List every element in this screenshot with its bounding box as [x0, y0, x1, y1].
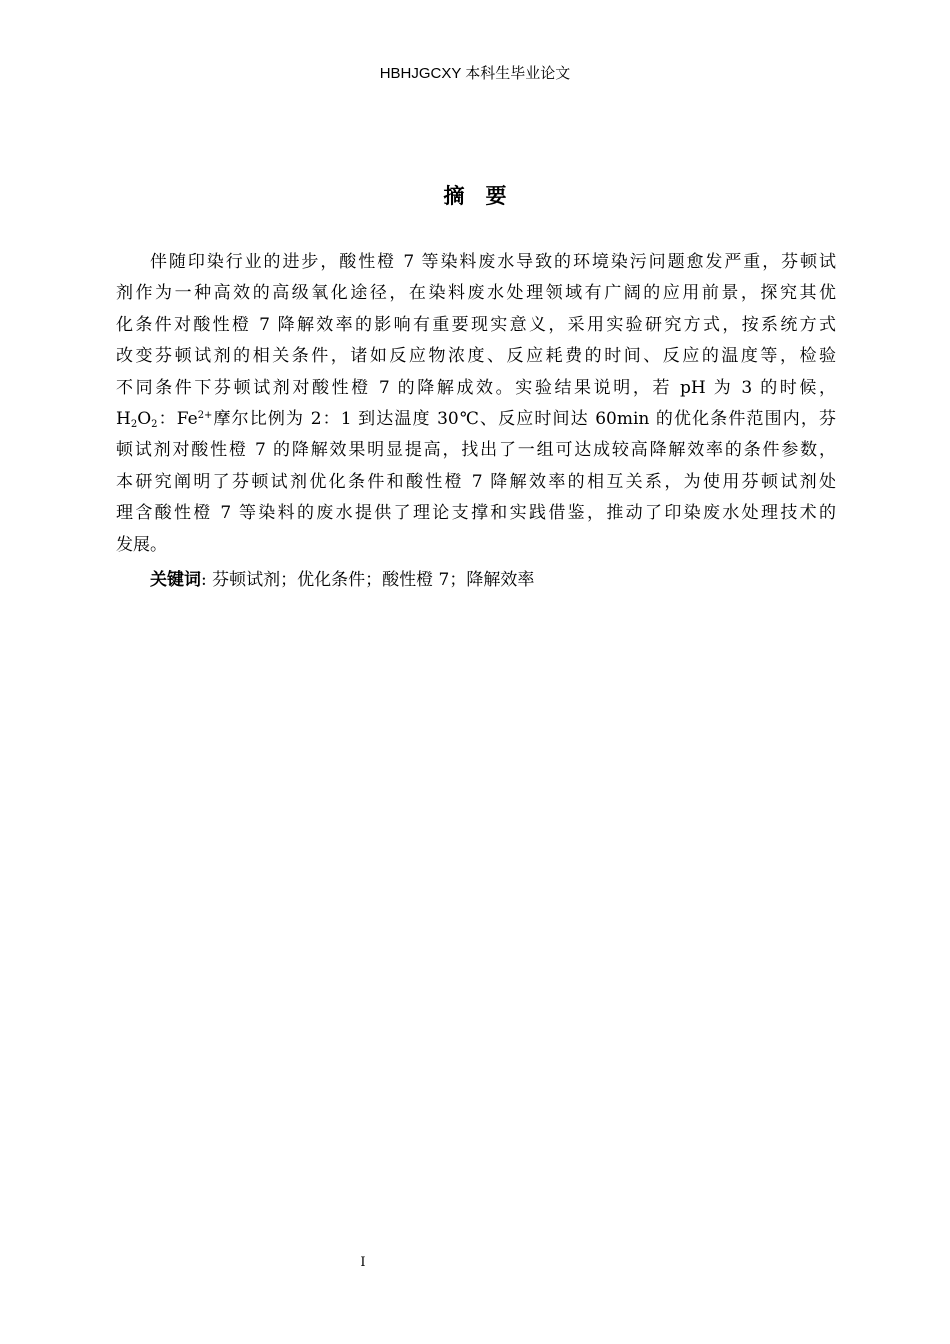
formula-superscript: 2+ [197, 409, 213, 421]
abstract-line: 发展。 [116, 534, 167, 555]
abstract-line: 顿试剂对酸性橙 7 的降解效果明显提高，找出了一组可达成较高降解效率的条件参数， [116, 440, 836, 461]
keywords-value: 芬顿试剂；优化条件；酸性橙 7；降解效率 [212, 570, 535, 590]
keywords-label: 关键词 [150, 570, 201, 590]
abstract-line: 伴随印染行业的进步，酸性橙 7 等染料废水导致的环境染污问题愈发严重，芬顿试 [150, 252, 836, 272]
abstract-line-formula [116, 404, 836, 435]
abstract-line: 本研究阐明了芬顿试剂优化条件和酸性橙 7 降解效率的相互关系，为使用芬顿试剂处 [116, 471, 836, 492]
formula-subscript: 2 [130, 418, 138, 430]
page-title: 摘 要 [443, 184, 507, 208]
keywords-separator: : [201, 570, 213, 590]
formula-o: O [137, 408, 152, 429]
running-header: HBHJGCXY 本科生毕业论文 [379, 65, 571, 82]
abstract-line: 剂作为一种高效的高级氧化途径，在染料废水处理领域有广阔的应用前景，探究其优 [116, 283, 836, 304]
abstract-line: 不同条件下芬顿试剂对酸性橙 7 的降解成效。实验结果说明，若 pH 为 3 的时候， [116, 377, 836, 398]
formula-h: H [116, 408, 131, 429]
abstract-line: 理含酸性橙 7 等染料的废水提供了理论支撑和实践借鉴，推动了印染废水处理技术的 [116, 503, 836, 524]
formula-subscript: 2 [151, 418, 158, 430]
page-number: I [360, 1255, 366, 1270]
abstract-line: 化条件对酸性橙 7 降解效率的影响有重要现实意义，采用实验研究方式，按系统方式 [116, 314, 836, 335]
abstract-body [116, 247, 836, 561]
formula-fe: ：Fe [157, 408, 198, 429]
keywords [150, 568, 534, 592]
abstract-line: 改变芬顿试剂的相关条件，诸如反应物浓度、反应耗费的时间、反应的温度等，检验 [116, 346, 836, 367]
formula-rest: 摩尔比例为 2：1 到达温度 30℃、反应时间达 60min 的优化条件范围内，芬 [212, 408, 836, 429]
